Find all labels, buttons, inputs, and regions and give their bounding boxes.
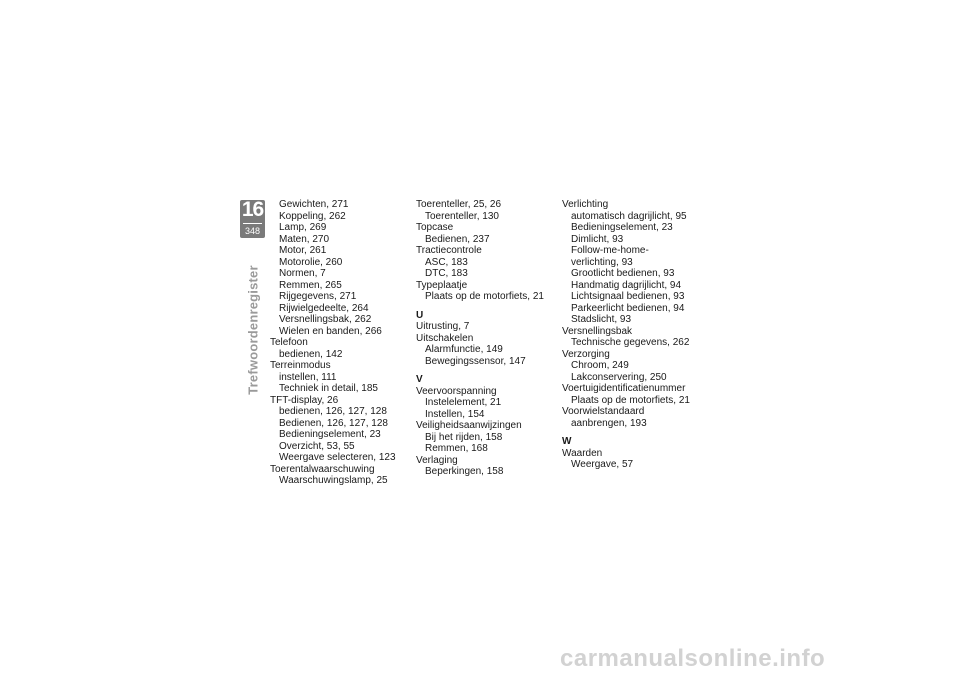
index-column-3 bbox=[562, 199, 690, 471]
index-subentry: Maten, 270 bbox=[279, 233, 330, 245]
index-subentry: Gewichten, 271 bbox=[279, 199, 349, 210]
index-subentry: Bedienen, 237 bbox=[425, 233, 490, 245]
index-subentry: Techniek in detail, 185 bbox=[279, 383, 378, 394]
index-entry: Veervoorspanning bbox=[416, 385, 497, 397]
index-subentry: Rijgegevens, 271 bbox=[279, 291, 357, 302]
index-entry: Veiligheidsaanwijzingen bbox=[416, 420, 522, 431]
index-subentry: Bedienen, 126, 127, 128 bbox=[279, 417, 388, 429]
index-subentry: Waarschuwingslamp, 25 bbox=[279, 475, 388, 486]
index-entry: Toerenteller, 25, 26 bbox=[416, 199, 502, 210]
index-subentry: Chroom, 249 bbox=[571, 360, 629, 371]
index-subentry: Beperkingen, 158 bbox=[425, 466, 504, 477]
index-subentry: Plaats op de motorfiets, 21 bbox=[425, 291, 544, 302]
index-subentry: ASC, 183 bbox=[425, 256, 468, 268]
index-subentry: Instelelement, 21 bbox=[425, 397, 502, 408]
index-subentry: Remmen, 168 bbox=[425, 443, 488, 454]
index-column-2 bbox=[416, 199, 544, 478]
watermark: carmanualsonline.info bbox=[560, 645, 826, 672]
index-entry: Terreinmodus bbox=[270, 360, 331, 371]
index-subentry: Versnellingsbak, 262 bbox=[279, 314, 372, 325]
index-entry: Versnellingsbak bbox=[562, 325, 633, 337]
index-subentry: Motorolie, 260 bbox=[279, 256, 343, 268]
index-subentry: Bedieningselement, 23 bbox=[571, 222, 673, 233]
index-subentry: Alarmfunctie, 149 bbox=[425, 344, 503, 355]
index-subentry: Stadslicht, 93 bbox=[571, 314, 632, 325]
index-subentry: Instellen, 154 bbox=[425, 408, 485, 420]
index-entry: Typeplaatje bbox=[416, 279, 468, 291]
index-entry: Topcase bbox=[416, 222, 454, 233]
index-subentry: automatisch dagrijlicht, 95 bbox=[571, 210, 687, 222]
index-subentry: bedienen, 142 bbox=[279, 348, 343, 360]
index-entry: Waarden bbox=[562, 447, 603, 459]
index-subentry: Follow-me-home- bbox=[571, 245, 649, 256]
index-entry: Voorwielstandaard bbox=[562, 406, 645, 417]
index-subentry: Weergave, 57 bbox=[571, 459, 634, 470]
index-letter-heading: U bbox=[416, 309, 424, 321]
index-subentry: aanbrengen, 193 bbox=[571, 417, 647, 429]
index-subentry: Motor, 261 bbox=[279, 245, 327, 256]
index-entry: Verlichting bbox=[562, 199, 609, 210]
section-title: Trefwoordenregister bbox=[245, 265, 261, 395]
index-subentry: Lichtsignaal bedienen, 93 bbox=[571, 291, 685, 302]
index-letter-heading: V bbox=[416, 374, 423, 385]
index-subentry: Parkeerlicht bedienen, 94 bbox=[571, 302, 685, 314]
index-subentry: Dimlicht, 93 bbox=[571, 233, 624, 245]
index-subentry: Weergave selecteren, 123 bbox=[279, 452, 396, 463]
index-entry: Uitrusting, 7 bbox=[416, 321, 470, 332]
index-subentry: Bewegingssensor, 147 bbox=[425, 355, 526, 367]
index-subentry: Plaats op de motorfiets, 21 bbox=[571, 394, 690, 406]
index-subentry: Bij het rijden, 158 bbox=[425, 431, 503, 443]
index-subentry: Normen, 7 bbox=[279, 268, 326, 279]
index-subentry: Wielen en banden, 266 bbox=[279, 325, 382, 337]
index-subentry: Koppeling, 262 bbox=[279, 210, 346, 222]
index-column-1 bbox=[270, 199, 396, 487]
index-entry: Tractiecontrole bbox=[416, 245, 482, 256]
index-subentry: instellen, 111 bbox=[279, 371, 337, 383]
index-subentry: Lakconservering, 250 bbox=[571, 371, 667, 383]
index-letter-heading: W bbox=[562, 436, 572, 447]
index-entry: Verlaging bbox=[416, 454, 458, 466]
index-subentry: verlichting, 93 bbox=[571, 256, 633, 268]
chapter-divider bbox=[243, 223, 262, 224]
index-subentry: Bedieningselement, 23 bbox=[279, 429, 381, 440]
index-subentry: Rijwielgedeelte, 264 bbox=[279, 302, 369, 314]
chapter-tab bbox=[240, 200, 265, 238]
index-subentry: Lamp, 269 bbox=[279, 222, 327, 233]
chapter-number: 16 bbox=[241, 198, 264, 221]
index-entry: Verzorging bbox=[562, 348, 610, 360]
index-subentry: Technische gegevens, 262 bbox=[571, 337, 690, 348]
index-subentry: Remmen, 265 bbox=[279, 279, 342, 291]
index-entry: Uitschakelen bbox=[416, 332, 474, 344]
index-subentry: Toerenteller, 130 bbox=[425, 210, 499, 222]
index-entry: Voertuigidentificatienummer bbox=[562, 383, 686, 394]
page-number: 348 bbox=[244, 226, 261, 236]
index-subentry: Handmatig dagrijlicht, 94 bbox=[571, 279, 682, 291]
index-entry: Toerentalwaarschuwing bbox=[270, 463, 375, 475]
index-subentry: DTC, 183 bbox=[425, 268, 468, 279]
index-entry: TFT-display, 26 bbox=[270, 394, 339, 406]
index-entry: Telefoon bbox=[270, 337, 308, 348]
index-subentry: bedienen, 126, 127, 128 bbox=[279, 406, 387, 417]
index-subentry: Grootlicht bedienen, 93 bbox=[571, 268, 675, 279]
index-subentry: Overzicht, 53, 55 bbox=[279, 440, 355, 452]
